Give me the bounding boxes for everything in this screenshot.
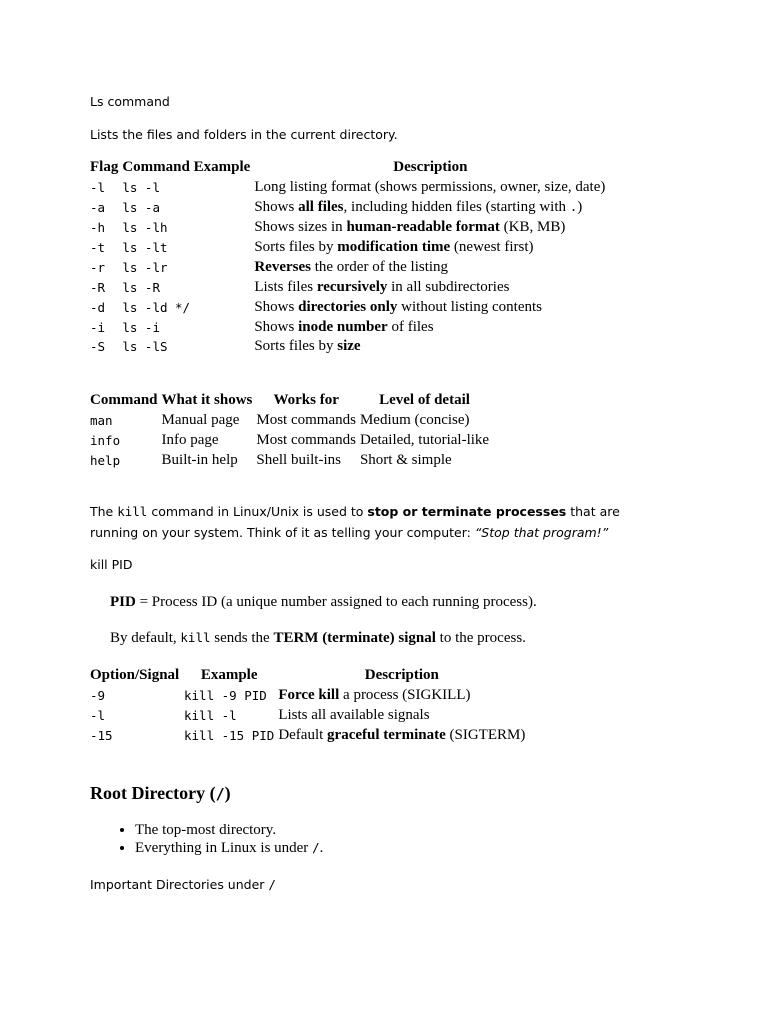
example-cell: kill -15 PID [184,727,275,743]
command-cell: ls -i [122,319,160,335]
table-row [88,178,608,198]
description-cell [252,178,608,198]
description-bold: Force kill [278,686,340,703]
important-directories-heading [90,877,276,892]
command-cell: man [90,412,113,428]
root-heading-code: / [215,785,225,803]
description-text-2: , including hidden files (starting with [343,199,570,216]
command-cell: ls -lt [122,240,168,255]
description-text-2: without listing contents [397,298,542,315]
description-cell [252,337,608,357]
kill-options-table [88,665,527,745]
description-cell [276,725,527,745]
list-item: • The top-most directory. [135,822,323,839]
flag-cell: -a [90,200,106,216]
description-text-2: the order of the listing [310,258,449,275]
bullet-text-2: . [319,840,324,856]
description-cell [252,277,608,297]
table-row [88,238,608,258]
default-code: kill [180,630,211,645]
description-text-2: (SIGTERM) [445,726,526,743]
table-row [88,705,527,725]
kill-intro-text-2: command in Linux/Unix is used to [147,504,368,519]
kill-intro-bold: stop or terminate processes [367,504,567,519]
works-cell: Most commands [256,431,356,448]
pid-definition [110,594,537,611]
description-cell [252,238,608,258]
kill-header-example: Example [200,666,258,683]
bullet-code: / [312,840,320,855]
description-text: Sorts files by [254,338,338,355]
description-text-2: (KB, MB) [499,219,566,236]
root-heading-text: Root Directory ( [90,783,216,803]
ls-header-command: Command Example [122,159,251,176]
option-cell: -l [90,707,106,723]
command-cell: ls -lr [122,259,168,275]
description-bold: graceful terminate [327,726,446,743]
description-cell [252,198,608,218]
table-row [88,257,608,277]
command-cell: help [90,452,121,468]
default-text-2: sends the [210,630,274,646]
kill-intro-text-3: that are running on your system. Think of it as telling your computer: [90,504,620,540]
description-cell [252,218,608,238]
works-cell: Shell built-ins [256,451,341,468]
flag-cell: -t [90,240,106,255]
kill-intro-paragraph [90,501,650,543]
table-row [88,685,527,705]
description-bold: recursively [316,278,388,295]
description-cell [276,705,527,725]
flag-cell: -R [90,279,106,295]
default-text-3: to the process. [435,630,526,646]
root-directory-heading [90,783,231,804]
description-text-2: a process (SIGKILL) [339,686,471,703]
help-header-works: Works for [273,391,339,408]
help-header-command: Command [90,391,158,408]
description-cell [276,685,527,705]
command-cell: ls -l [122,180,160,196]
description-text: Sorts files by [254,239,338,255]
kill-intro-text: The [90,504,118,519]
description-bold: directories only [298,298,398,315]
description-text: Shows [254,318,299,335]
detail-cell: Detailed, tutorial-like [359,431,490,448]
example-cell: kill -l [184,707,237,723]
table-row [88,410,491,430]
kill-header-option: Option/Signal [90,666,180,683]
list-item [135,839,323,857]
command-cell: ls -R [122,279,160,295]
option-cell: -9 [90,687,106,703]
description-text: Shows sizes in [254,219,347,236]
description-bold: Reverses [254,258,311,275]
description-text-2: of files [387,318,434,335]
ls-heading: Ls command [90,94,170,109]
table-row [88,337,608,357]
root-heading-text-2: ) [224,783,231,803]
description-text: Default [278,726,328,743]
description-cell [252,297,608,317]
description-cell [252,317,608,337]
description-bold: inode number [298,318,388,335]
flag-cell: -l [90,180,106,196]
description-bold: all files [298,199,344,216]
description-text: Lists files [254,278,317,295]
pid-text: = Process ID (a unique number assigned to each running process). [135,594,537,610]
help-header-detail: Level of detail [379,391,470,408]
description-bold: human-readable format [346,219,500,236]
detail-cell: Medium (concise) [359,411,470,428]
table-row [88,725,527,745]
command-cell: info [90,432,121,448]
table-row [88,198,608,218]
pid-term: PID [110,594,136,610]
flag-cell: -h [90,220,106,236]
description-code: . [569,199,578,215]
description-bold: modification time [337,239,451,255]
kill-intro-quote: “Stop that program!” [474,525,609,540]
what-cell: Built-in help [161,451,238,468]
description-bold: size [337,338,361,355]
table-row [88,450,491,470]
table-row [88,317,608,337]
description-text-2: in all subdirectories [387,278,510,295]
command-cell: ls -a [122,200,160,216]
important-text: Important Directories under [90,877,269,892]
description-text: Shows [254,298,299,315]
table-row [88,218,608,238]
detail-cell: Short & simple [359,451,452,468]
description-text-3: ) [577,199,583,216]
flag-cell: -S [90,339,106,355]
help-commands-table [88,390,491,470]
table-row [88,277,608,297]
ls-header-flag: Flag [90,159,119,176]
kill-intro-code: kill [117,504,148,519]
ls-intro: Lists the files and folders in the current directory. [90,127,398,142]
table-row [88,430,491,450]
description-text: Shows [254,199,299,216]
command-cell: ls -lh [122,220,168,236]
description-text: Long listing format (shows permissions, owner, size, date) [254,179,606,196]
ls-header-description: Description [393,159,468,176]
kill-syntax: kill PID [90,557,133,572]
kill-default-note [110,630,526,647]
flag-cell: -r [90,259,106,275]
table-row [88,297,608,317]
bullet-text: Everything in Linux is under [135,840,313,856]
what-cell: Info page [161,431,219,448]
description-text-2: (newest first) [450,239,534,255]
kill-header-description: Description [364,666,439,683]
help-header-what: What it shows [161,391,253,408]
description-text: Lists all available signals [278,706,430,723]
default-bold: TERM (terminate) signal [273,630,436,646]
works-cell: Most commands [256,411,356,428]
option-cell: -15 [90,727,113,743]
root-bullet-list [90,822,323,857]
default-text: By default, [110,630,181,646]
what-cell: Manual page [161,411,240,428]
flag-cell: -d [90,299,106,315]
command-cell: ls -lS [122,339,168,355]
flag-cell: -i [90,319,106,335]
important-code: / [268,877,276,892]
ls-flags-table [88,158,608,357]
command-cell: ls -ld */ [122,299,191,315]
example-cell: kill -9 PID [184,687,267,703]
description-cell [252,257,608,277]
